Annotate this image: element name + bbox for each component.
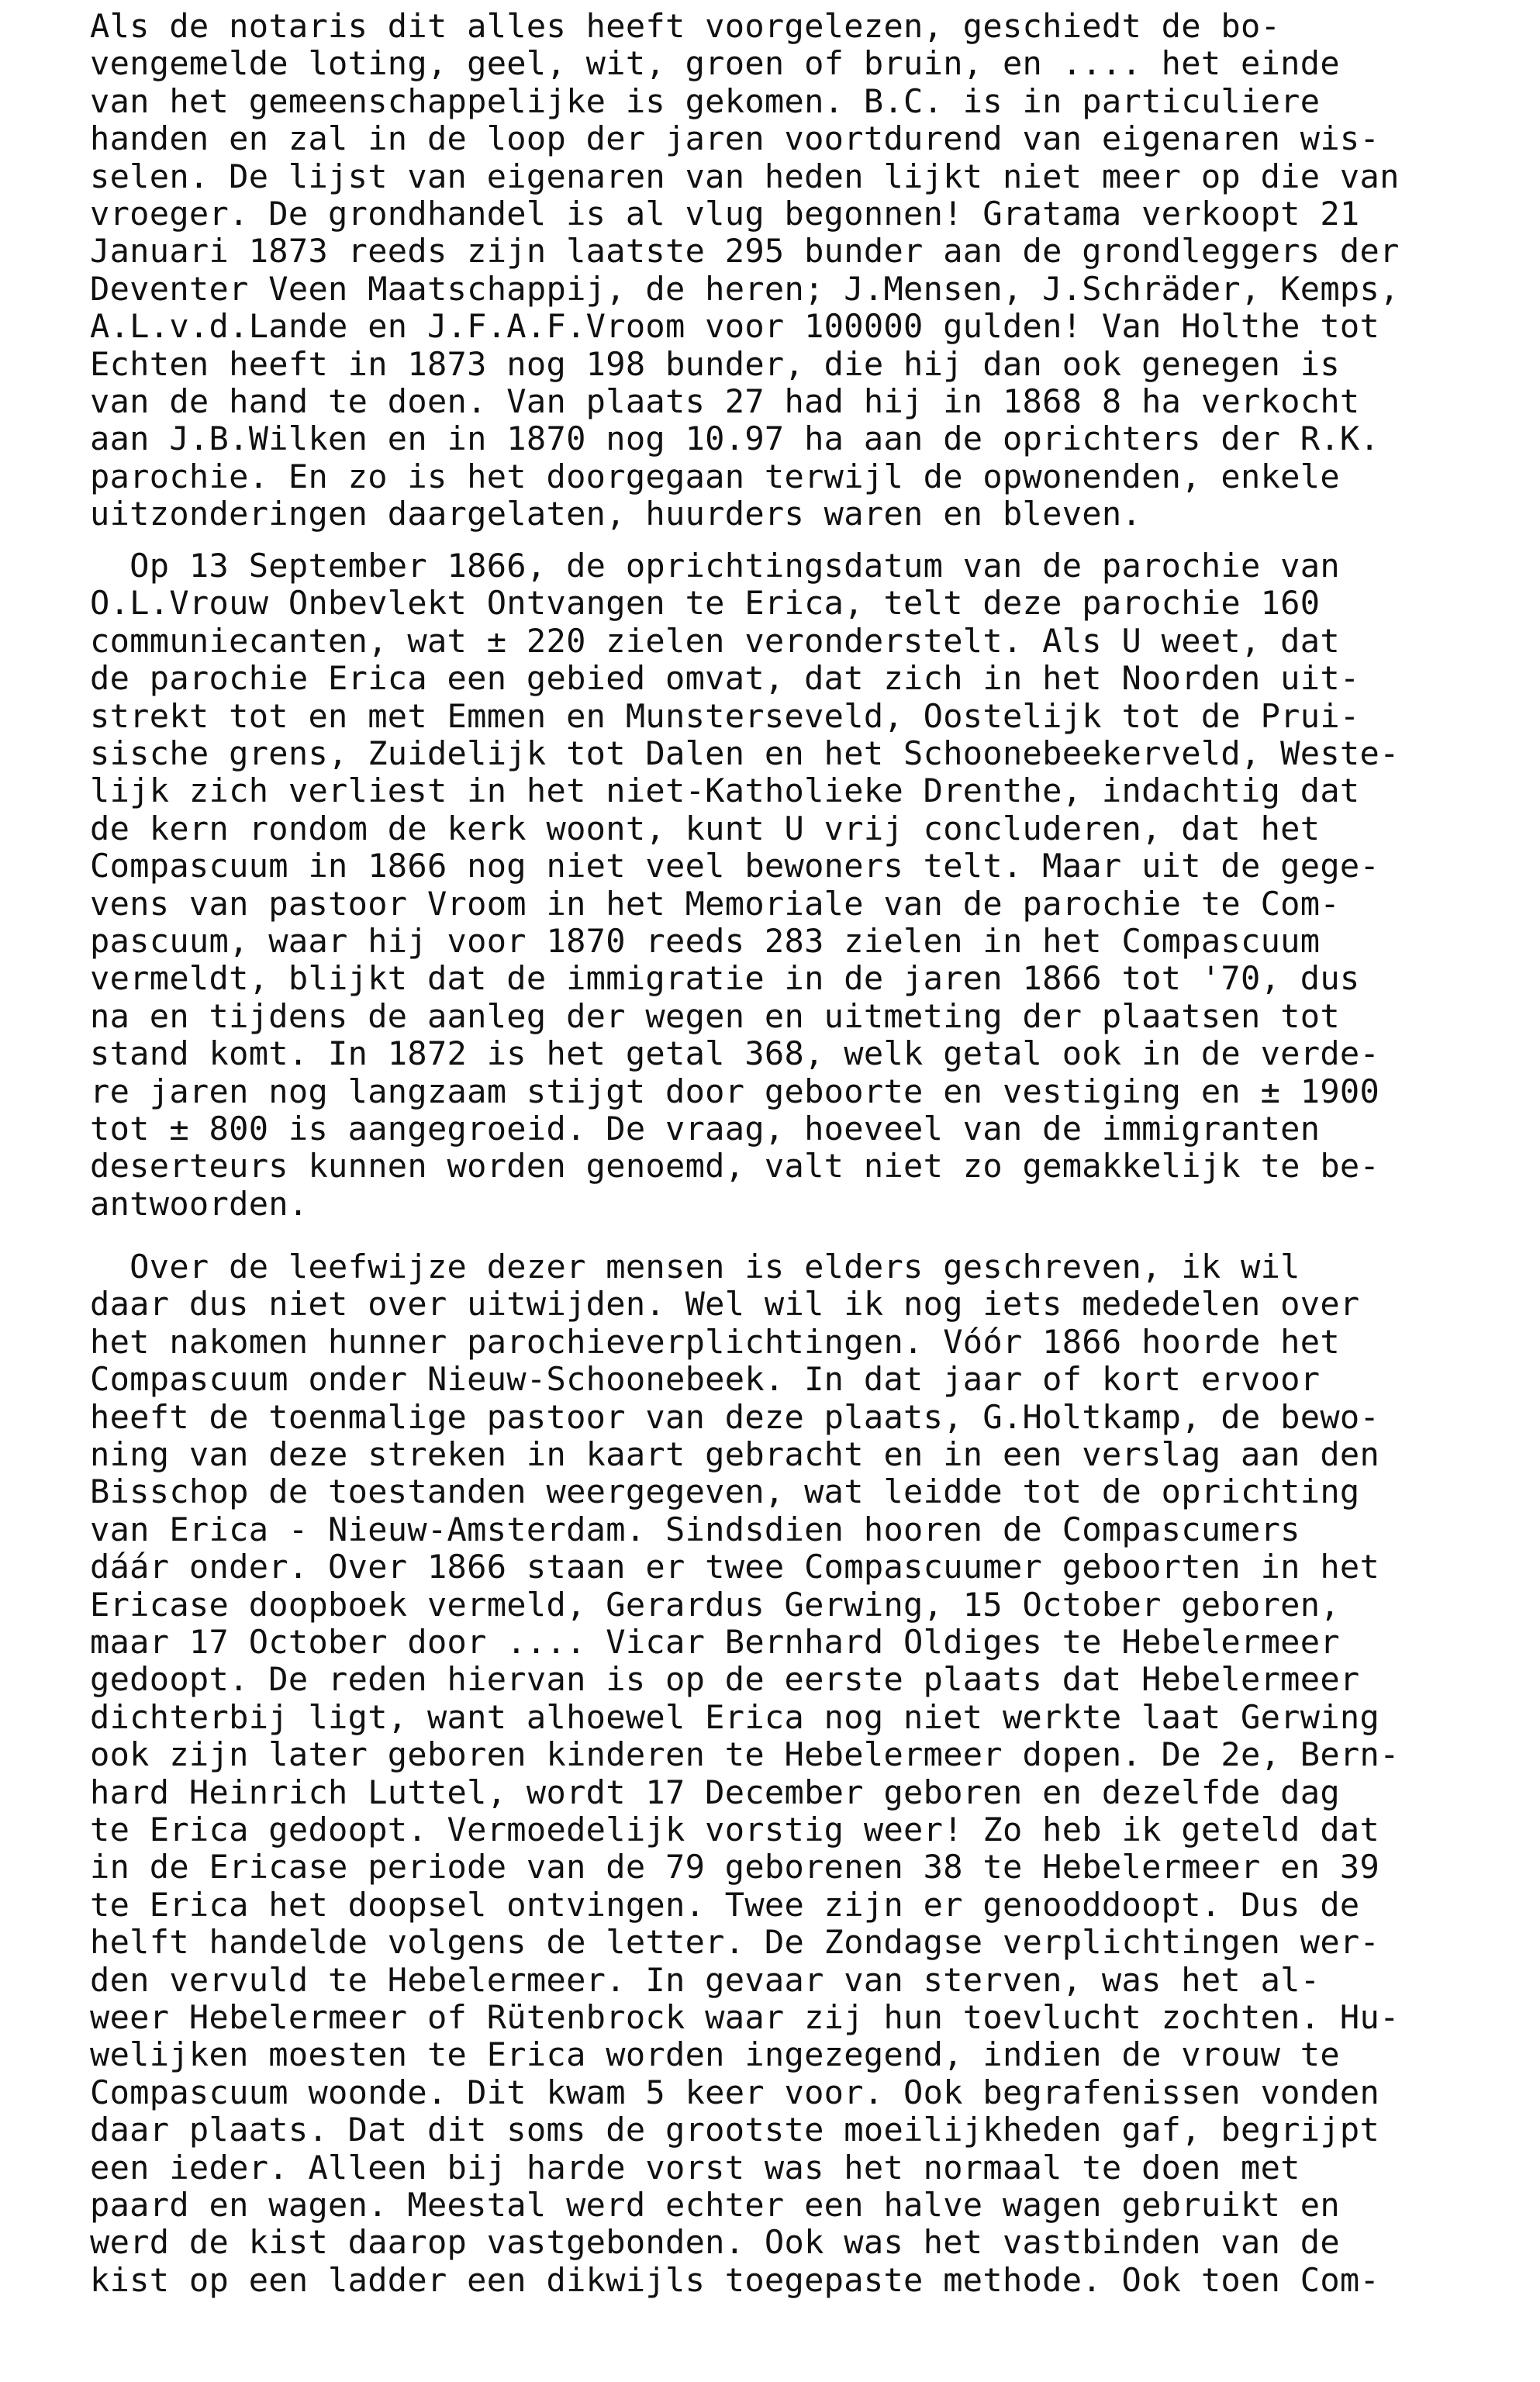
text-line: Over de leefwijze dezer mensen is elders geschreven, ik wil [90, 1248, 1300, 1286]
text-line: dichterbij ligt, want alhoewel Erica nog niet werkte laat Gerwing [90, 1697, 1380, 1736]
text-line: O.L.Vrouw Onbevlekt Ontvangen te Erica, telt deze parochie 160 [90, 584, 1321, 623]
text-line: helft handelde volgens de letter. De Zondagse verplichtingen wer- [90, 1923, 1380, 1962]
text-line: Januari 1873 reeds zijn laatste 295 bunder aan de grondleggers der [90, 232, 1400, 271]
text-line: pascuum, waar hij voor 1870 reeds 283 zielen in het Compascuum [90, 922, 1321, 960]
text-line: daar plaats. Dat dit soms de grootste moeilijkheden gaf, begrijpt [90, 2111, 1380, 2149]
text-line: werd de kist daarop vastgebonden. Ook was het vastbinden van de [90, 2223, 1340, 2262]
text-line: de parochie Erica een gebied omvat, dat zich in het Noorden uit- [90, 659, 1360, 698]
text-line: vroeger. De grondhandel is al vlug begonnen! Gratama verkoopt 21 [90, 195, 1360, 233]
text-line: van Erica - Nieuw-Amsterdam. Sindsdien hooren de Compascumers [90, 1510, 1300, 1548]
text-line: antwoorden. [90, 1184, 309, 1223]
text-line: hard Heinrich Luttel, wordt 17 December geboren en dezelfde dag [90, 1773, 1340, 1811]
text-line: de kern rondom de kerk woont, kunt U vrij concluderen, dat het [90, 809, 1321, 848]
text-line: Compascuum in 1866 nog niet veel bewoners telt. Maar uit de gege- [90, 847, 1380, 885]
text-line: Echten heeft in 1873 nog 198 bunder, die hij dan ook genegen is [90, 344, 1340, 383]
text-line: van de hand te doen. Van plaats 27 had hij in 1868 8 ha verkocht [90, 382, 1360, 420]
text-line: kist op een ladder een dikwijls toegepaste methode. Ook toen Com- [90, 2260, 1380, 2299]
text-line: vermeldt, blijkt dat de immigratie in de jaren 1866 tot '70, dus [90, 959, 1360, 998]
text-line: selen. De lijst van eigenaren van heden lijkt niet meer op die van [90, 157, 1400, 195]
text-line: het nakomen hunner parochieverplichtingen. Vóór 1866 hoorde het [90, 1322, 1340, 1361]
text-line: dáár onder. Over 1866 staan er twee Compascuumer geboorten in het [90, 1548, 1380, 1586]
text-line: Compascuum woonde. Dit kwam 5 keer voor. Ook begrafenissen vonden [90, 2073, 1380, 2111]
text-line: Bisschop de toestanden weergegeven, wat leidde tot de oprichting [90, 1472, 1360, 1511]
text-line: daar dus niet over uitwijden. Wel wil ik nog iets mededelen over [90, 1285, 1360, 1324]
text-line: ook zijn later geboren kinderen te Hebelermeer dopen. De 2e, Bern- [90, 1735, 1400, 1774]
text-line: parochie. En zo is het doorgegaan terwijl de opwonenden, enkele [90, 457, 1340, 495]
text-line: welijken moesten te Erica worden ingezegend, indien de vrouw te [90, 2035, 1340, 2074]
text-line: re jaren nog langzaam stijgt door geboorte en vestiging en ± 1900 [90, 1072, 1380, 1110]
text-line: strekt tot en met Emmen en Munsterseveld, Oostelijk tot de Prui- [90, 696, 1360, 735]
text-line: tot ± 800 is aangegroeid. De vraag, hoeveel van de immigranten [90, 1110, 1321, 1148]
text-line: na en tijdens de aanleg der wegen en uitmeting der plaatsen tot [90, 996, 1340, 1035]
text-line: Op 13 September 1866, de oprichtingsdatum van de parochie van [90, 547, 1340, 585]
text-line: weer Hebelermeer of Rütenbrock waar zij hun toevlucht zochten. Hu- [90, 1998, 1400, 2036]
text-line: A.L.v.d.Lande en J.F.A.F.Vroom voor 100000 gulden! Van Holthe tot [90, 307, 1380, 346]
text-line: ning van deze streken in kaart gebracht en in een verslag aan den [90, 1435, 1380, 1473]
text-line: handen en zal in de loop der jaren voortdurend van eigenaren wis- [90, 119, 1380, 158]
text-line: aan J.B.Wilken en in 1870 nog 10.97 ha aan de oprichters der R.K. [90, 419, 1380, 458]
text-line: Ericase doopboek vermeld, Gerardus Gerwing, 15 October geboren, [90, 1585, 1340, 1624]
text-line: lijk zich verliest in het niet-Katholieke Drenthe, indachtig dat [90, 772, 1360, 810]
text-line: te Erica het doopsel ontvingen. Twee zijn er genooddoopt. Dus de [90, 1885, 1360, 1924]
text-line: vens van pastoor Vroom in het Memoriale van de parochie te Com- [90, 884, 1340, 923]
text-line: deserteurs kunnen worden genoemd, valt niet zo gemakkelijk te be- [90, 1147, 1380, 1186]
text-line: gedoopt. De reden hiervan is op de eerste plaats dat Hebelermeer [90, 1660, 1360, 1699]
text-line: een ieder. Alleen bij harde vorst was het normaal te doen met [90, 2148, 1300, 2187]
text-line: in de Ericase periode van de 79 geborenen 38 te Hebelermeer en 39 [90, 1848, 1380, 1887]
text-line: van het gemeenschappelijke is gekomen. B.C. is in particuliere [90, 81, 1321, 120]
text-line: Deventer Veen Maatschappij, de heren; J.Mensen, J.Schräder, Kemps, [90, 269, 1400, 308]
text-line: communiecanten, wat ± 220 zielen veronderstelt. Als U weet, dat [90, 621, 1340, 660]
text-line: te Erica gedoopt. Vermoedelijk vorstig weer! Zo heb ik geteld dat [90, 1811, 1380, 1849]
text-line: Als de notaris dit alles heeft voorgelezen, geschiedt de bo- [90, 7, 1281, 45]
text-line: den vervuld te Hebelermeer. In gevaar van sterven, was het al- [90, 1960, 1321, 1999]
text-line: vengemelde loting, geel, wit, groen of bruin, en .... het einde [90, 44, 1340, 83]
text-line: maar 17 October door .... Vicar Bernhard Oldiges te Hebelermeer [90, 1623, 1340, 1661]
text-line: sische grens, Zuidelijk tot Dalen en het Schoonebeekerveld, Weste- [90, 734, 1400, 772]
text-line: Compascuum onder Nieuw-Schoonebeek. In dat jaar of kort ervoor [90, 1360, 1321, 1399]
text-line: stand komt. In 1872 is het getal 368, welk getal ook in de verde- [90, 1034, 1380, 1073]
text-line: heeft de toenmalige pastoor van deze plaats, G.Holtkamp, de bewo- [90, 1397, 1380, 1436]
text-line: paard en wagen. Meestal werd echter een halve wagen gebruikt en [90, 2186, 1340, 2224]
text-line: uitzonderingen daargelaten, huurders waren en bleven. [90, 495, 1142, 533]
